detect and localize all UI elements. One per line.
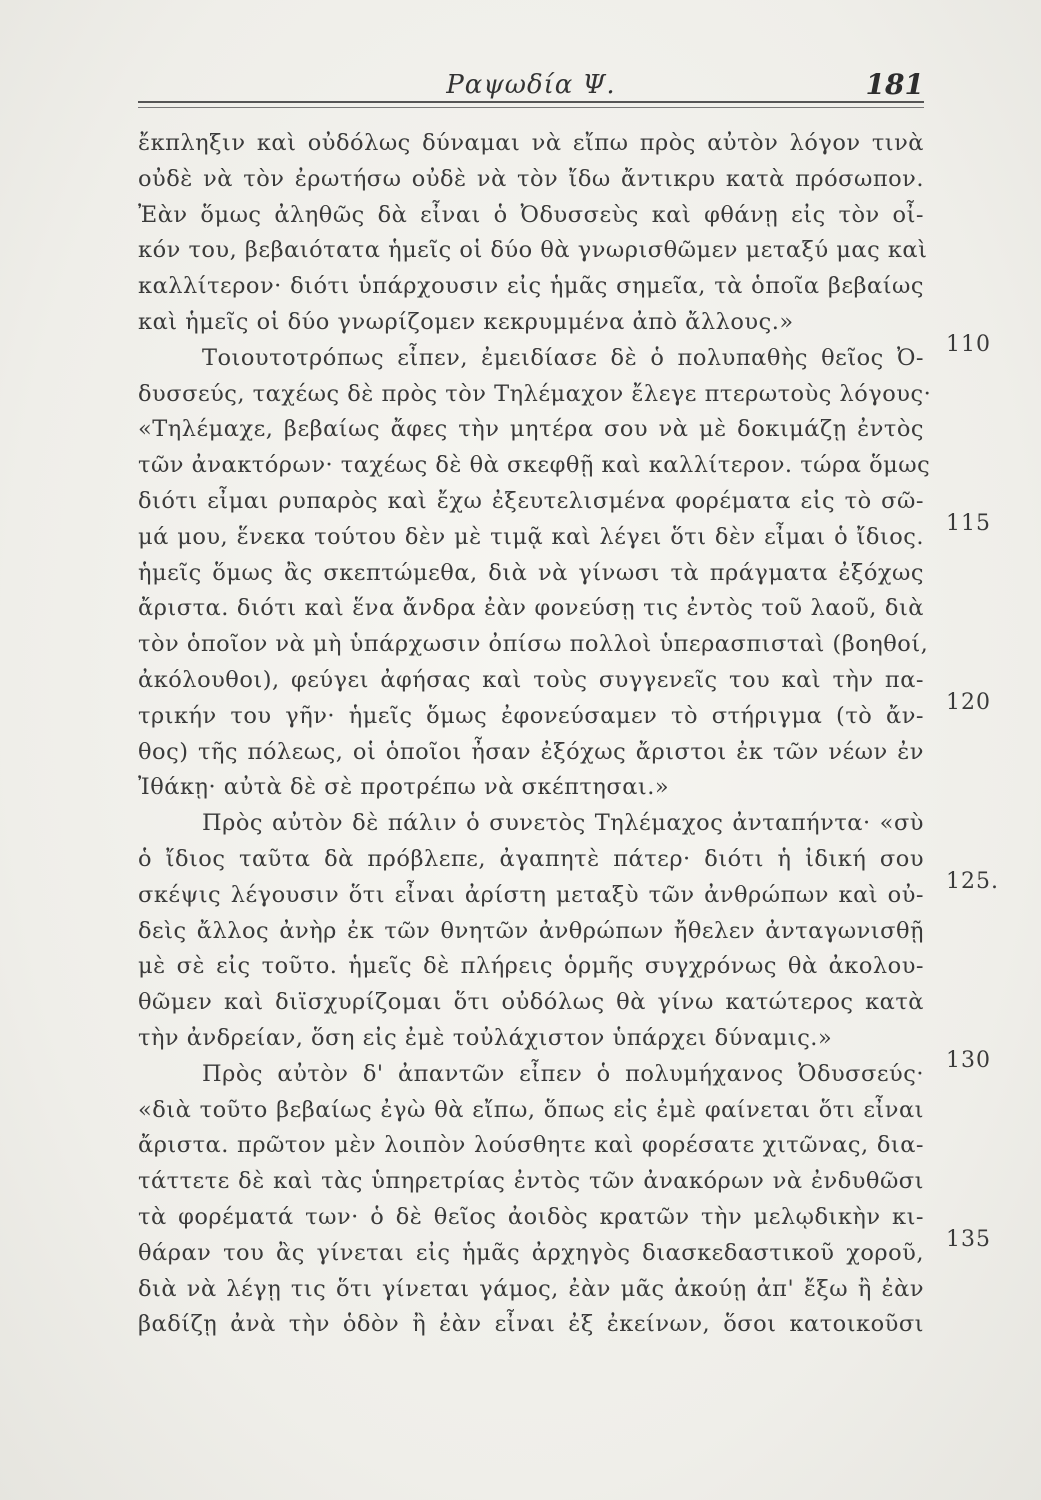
- header-rule: [138, 101, 924, 103]
- line-number: 120: [946, 690, 991, 715]
- text-line: τρικήν του γῆν· ἡμεῖς ὅμως ἐφονεύσαμεν τὸ στήριγμα (τὸ ἄν-: [138, 702, 924, 729]
- text-line: Τοιουτοτρόπως εἶπεν, ἐμειδίασε δὲ ὁ πολυπαθὴς θεῖος Ὀ-: [202, 344, 924, 371]
- text-line: διότι εἶμαι ρυπαρὸς καὶ ἔχω ἐξευτελισμένα φορέματα εἰς τὸ σῶ-: [138, 487, 924, 514]
- text-line: μά μου, ἕνεκα τούτου δὲν μὲ τιμᾷ καὶ λέγει ὅτι δὲν εἶμαι ὁ ἴδιος.: [138, 523, 924, 550]
- header-rule-thin: [138, 107, 924, 108]
- text-line: Πρὸς αὐτὸν δ' ἀπαντῶν εἶπεν ὁ πολυμήχανος Ὀδυσσεύς·: [202, 1060, 924, 1087]
- text-line: κόν του, βεβαιότατα ἡμεῖς οἱ δύο θὰ γνωρισθῶμεν μεταξύ μας καὶ: [138, 237, 928, 264]
- line-number: 125.: [946, 869, 999, 894]
- line-number: 135: [946, 1227, 991, 1252]
- text-line: ὁ ἴδιος ταῦτα δὰ πρόβλεπε, ἀγαπητὲ πάτερ· διότι ἡ ἰδική σου: [138, 845, 924, 872]
- text-line: μὲ σὲ εἰς τοῦτο. ἡμεῖς δὲ πλήρεις ὁρμῆς συγχρόνως θὰ ἀκολου-: [138, 953, 924, 980]
- text-line: «διὰ τοῦτο βεβαίως ἐγὼ θὰ εἴπω, ὅπως εἰς ἐμὲ φαίνεται ὅτι εἶναι: [138, 1096, 924, 1123]
- text-line: σκέψις λέγουσιν ὅτι εἶναι ἀρίστη μεταξὺ τῶν ἀνθρώπων καὶ οὐ-: [138, 881, 924, 908]
- text-line: τῶν ἀνακτόρων· ταχέως δὲ θὰ σκεφθῇ καὶ καλλίτερον. τώρα ὅμως: [138, 452, 931, 479]
- text-line: θος) τῆς πόλεως, οἱ ὁποῖοι ἦσαν ἐξόχως ἄριστοι ἐκ τῶν νέων ἐν: [138, 738, 924, 765]
- text-line: οὐδὲ νὰ τὸν ἐρωτήσω οὐδὲ νὰ τὸν ἴδω ἄντικρυ κατὰ πρόσωπον.: [138, 165, 924, 192]
- text-line: ἄριστα. πρῶτον μὲν λοιπὸν λούσθητε καὶ φορέσατε χιτῶνας, δια-: [138, 1132, 924, 1159]
- text-line: δεὶς ἄλλος ἀνὴρ ἐκ τῶν θνητῶν ἀνθρώπων ἤθελεν ἀνταγωνισθῇ: [138, 917, 924, 944]
- running-header: [138, 62, 924, 102]
- text-line: ἄριστα. διότι καὶ ἕνα ἄνδρα ἐὰν φονεύσῃ τις ἐντὸς τοῦ λαοῦ, διὰ: [138, 595, 924, 622]
- text-line: ἀκόλουθοι), φεύγει ἀφήσας καὶ τοὺς συγγενεῖς του καὶ τὴν πα-: [138, 666, 924, 693]
- text-line: τὸν ὁποῖον νὰ μὴ ὑπάρχωσιν ὀπίσω πολλοὶ ὑπερασπισταὶ (βοηθοί,: [138, 631, 929, 658]
- text-line: τὴν ἀνδρείαν, ὅση εἰς ἐμὲ τοὐλάχιστον ὑπάρχει δύναμις.»: [138, 1024, 833, 1051]
- text-line: καλλίτερον· διότι ὑπάρχουσιν εἰς ἡμᾶς σημεῖα, τὰ ὁποῖα βεβαίως: [138, 273, 924, 300]
- text-line: ἔκπληξιν καὶ οὐδόλως δύναμαι νὰ εἴπω πρὸς αὐτὸν λόγον τινὰ: [138, 130, 924, 156]
- text-line: «Τηλέμαχε, βεβαίως ἄφες τὴν μητέρα σου νὰ μὲ δοκιμάζῃ ἐντὸς: [138, 416, 924, 443]
- text-line: βαδίζῃ ἀνὰ τὴν ὁδὸν ἢ ἐὰν εἶναι ἐξ ἐκείνων, ὅσοι κατοικοῦσι: [138, 1311, 924, 1338]
- line-number: 130: [946, 1048, 991, 1073]
- text-line: ἡμεῖς ὅμως ἂς σκεπτώμεθα, διὰ νὰ γίνωσι τὰ πράγματα ἐξόχως: [138, 559, 924, 586]
- text-line: θῶμεν καὶ διϊσχυρίζομαι ὅτι οὐδόλως θὰ γίνω κατώτερος κατὰ: [138, 989, 924, 1016]
- text-line: Ἐὰν ὅμως ἀληθῶς δὰ εἶναι ὁ Ὀδυσσεὺς καὶ φθάνῃ εἰς τὸν οἶ-: [138, 201, 924, 228]
- line-number: 115: [946, 511, 991, 536]
- text-line: Ἰθάκῃ· αὐτὰ δὲ σὲ προτρέπω νὰ σκέπτησαι.»: [138, 774, 670, 801]
- text-line: Πρὸς αὐτὸν δὲ πάλιν ὁ συνετὸς Τηλέμαχος ἀνταπήντα· «σὺ: [202, 810, 924, 837]
- line-number: 110: [946, 332, 991, 357]
- body-text: [138, 126, 932, 1343]
- text-line: θάραν του ἂς γίνεται εἰς ἡμᾶς ἀρχηγὸς διασκεδαστικοῦ χοροῦ,: [138, 1239, 924, 1266]
- text-line: καὶ ἡμεῖς οἱ δύο γνωρίζομεν κεκρυμμένα ἀπὸ ἄλλους.»: [138, 308, 794, 335]
- text-line: τὰ φορέματά των· ὁ δὲ θεῖος ἀοιδὸς κρατῶν τὴν μελῳδικὴν κι-: [138, 1203, 924, 1230]
- page-title: Ραψωδία Ψ.: [446, 70, 616, 100]
- text-line: δυσσεύς, ταχέως δὲ πρὸς τὸν Τηλέμαχον ἔλεγε πτερωτοὺς λόγους·: [138, 380, 932, 407]
- page-number: 181: [865, 68, 924, 101]
- text-line: διὰ νὰ λέγῃ τις ὅτι γίνεται γάμος, ἐὰν μᾶς ἀκούῃ ἀπ' ἔξω ἢ ἐὰν: [138, 1275, 924, 1302]
- text-line: τάττετε δὲ καὶ τὰς ὑπηρετρίας ἐντὸς τῶν ἀνακόρων νὰ ἐνδυθῶσι: [138, 1168, 924, 1195]
